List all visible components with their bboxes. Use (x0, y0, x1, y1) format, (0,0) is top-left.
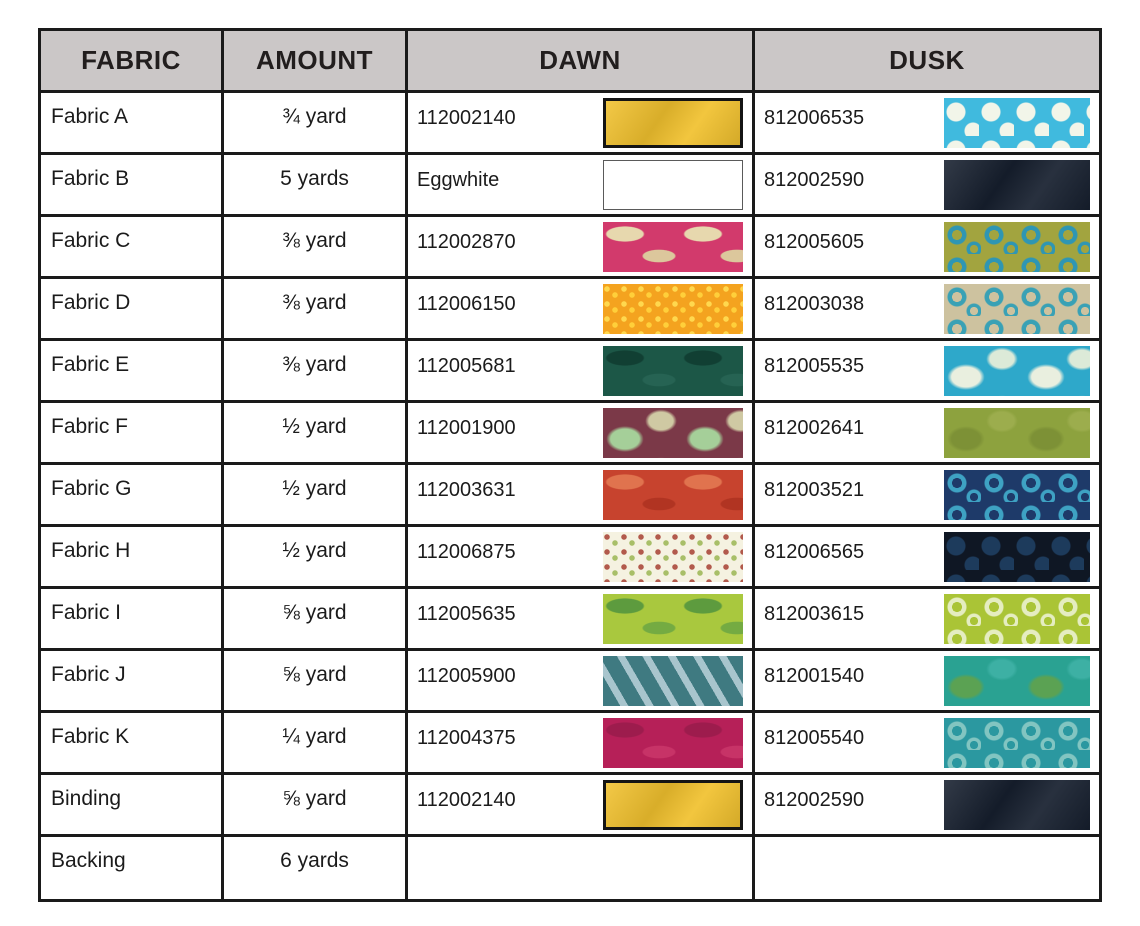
dawn-fabric-swatch (603, 780, 743, 830)
table-row (41, 775, 1099, 837)
dusk-fabric-swatch (944, 160, 1090, 210)
amount-value: 5 yards (224, 155, 408, 214)
amount-value: ⅝ yard (224, 589, 408, 648)
table-row (41, 527, 1099, 589)
dusk-fabric-swatch (944, 532, 1090, 582)
dawn-cell (408, 279, 755, 338)
dusk-cell (755, 651, 1099, 710)
dawn-cell (408, 651, 755, 710)
amount-value: ¾ yard (224, 93, 408, 152)
dawn-sku-label: 112002140 (417, 107, 516, 129)
fabric-name: Binding (41, 775, 224, 834)
fabric-name: Fabric I (41, 589, 224, 648)
dawn-fabric-swatch (603, 718, 743, 768)
dawn-sku-label: 112002870 (417, 231, 516, 253)
dawn-cell (408, 217, 755, 276)
dusk-sku-label: 812001540 (764, 665, 865, 687)
dusk-fabric-swatch (944, 98, 1090, 148)
column-header-dawn: DAWN (408, 31, 755, 90)
fabric-name: Fabric G (41, 465, 224, 524)
dawn-fabric-swatch (603, 656, 743, 706)
table-row (41, 713, 1099, 775)
table-body (41, 93, 1099, 899)
fabric-name: Fabric D (41, 279, 224, 338)
dusk-cell (755, 775, 1099, 834)
dawn-fabric-swatch (603, 346, 743, 396)
dawn-sku-label: 112003631 (417, 479, 516, 501)
dawn-fabric-swatch (603, 532, 743, 582)
dusk-sku-label: 812005535 (764, 355, 865, 377)
fabric-name: Backing (41, 837, 224, 899)
amount-value: ½ yard (224, 527, 408, 586)
dusk-fabric-swatch (944, 470, 1090, 520)
dusk-fabric-swatch (944, 222, 1090, 272)
dusk-sku-label: 812002590 (764, 789, 865, 811)
column-header-amount: AMOUNT (224, 31, 408, 90)
amount-value: ½ yard (224, 403, 408, 462)
dawn-fabric-swatch (603, 222, 743, 272)
column-header-fabric: FABRIC (41, 31, 224, 90)
dawn-cell (408, 155, 755, 214)
dawn-sku-label: 112006875 (417, 541, 516, 563)
dawn-cell (408, 527, 755, 586)
dawn-cell (408, 403, 755, 462)
dawn-cell (408, 341, 755, 400)
fabric-name: Fabric B (41, 155, 224, 214)
dawn-sku-label: 112001900 (417, 417, 516, 439)
dusk-fabric-swatch (944, 408, 1090, 458)
table-row (41, 217, 1099, 279)
dawn-fabric-swatch (603, 98, 743, 148)
dusk-fabric-swatch (944, 656, 1090, 706)
dusk-cell (755, 403, 1099, 462)
dusk-cell (755, 465, 1099, 524)
table-row (41, 837, 1099, 899)
amount-value: ⅜ yard (224, 341, 408, 400)
dusk-cell (755, 155, 1099, 214)
dusk-cell (755, 217, 1099, 276)
amount-value: ⅜ yard (224, 217, 408, 276)
dusk-sku-label: 812006535 (764, 107, 865, 129)
table-row (41, 589, 1099, 651)
fabric-name: Fabric A (41, 93, 224, 152)
dawn-cell (408, 589, 755, 648)
table-row (41, 465, 1099, 527)
dawn-fabric-swatch (603, 160, 743, 210)
dusk-sku-label: 812005540 (764, 727, 865, 749)
dawn-sku-label: 112005681 (417, 355, 516, 377)
table-row (41, 279, 1099, 341)
dawn-fabric-swatch (603, 408, 743, 458)
dusk-cell (755, 837, 1099, 899)
dusk-fabric-swatch (944, 346, 1090, 396)
dusk-sku-label: 812003521 (764, 479, 865, 501)
table-row (41, 403, 1099, 465)
fabric-name: Fabric E (41, 341, 224, 400)
dawn-cell (408, 465, 755, 524)
dusk-cell (755, 279, 1099, 338)
dawn-fabric-swatch (603, 470, 743, 520)
dawn-sku-label: 112005900 (417, 665, 516, 687)
dusk-cell (755, 93, 1099, 152)
amount-value: ⅝ yard (224, 775, 408, 834)
fabric-name: Fabric K (41, 713, 224, 772)
dusk-sku-label: 812002641 (764, 417, 865, 439)
dawn-fabric-swatch (603, 594, 743, 644)
dusk-fabric-swatch (944, 780, 1090, 830)
fabric-name: Fabric C (41, 217, 224, 276)
dawn-cell (408, 775, 755, 834)
dusk-sku-label: 812003615 (764, 603, 865, 625)
dusk-cell (755, 341, 1099, 400)
dusk-fabric-swatch (944, 718, 1090, 768)
amount-value: ¼ yard (224, 713, 408, 772)
table-header-row (41, 31, 1099, 93)
dawn-fabric-swatch (603, 284, 743, 334)
dawn-sku-label: 112006150 (417, 293, 516, 315)
table-row (41, 155, 1099, 217)
dusk-sku-label: 812005605 (764, 231, 865, 253)
dusk-fabric-swatch (944, 594, 1090, 644)
dawn-cell (408, 837, 755, 899)
amount-value: 6 yards (224, 837, 408, 899)
amount-value: ⅝ yard (224, 651, 408, 710)
dusk-sku-label: 812006565 (764, 541, 865, 563)
dusk-cell (755, 713, 1099, 772)
dawn-cell (408, 93, 755, 152)
dusk-sku-label: 812003038 (764, 293, 865, 315)
fabric-name: Fabric H (41, 527, 224, 586)
table-row (41, 651, 1099, 713)
dawn-sku-label: 112005635 (417, 603, 516, 625)
dawn-sku-label: 112004375 (417, 727, 516, 749)
dusk-cell (755, 589, 1099, 648)
dawn-sku-label: Eggwhite (417, 169, 500, 191)
dawn-sku-label: 112002140 (417, 789, 516, 811)
fabric-name: Fabric J (41, 651, 224, 710)
amount-value: ⅜ yard (224, 279, 408, 338)
table-row (41, 341, 1099, 403)
dusk-cell (755, 527, 1099, 586)
dawn-cell (408, 713, 755, 772)
table-row (41, 93, 1099, 155)
dusk-sku-label: 812002590 (764, 169, 865, 191)
amount-value: ½ yard (224, 465, 408, 524)
fabric-name: Fabric F (41, 403, 224, 462)
fabric-requirements-table (38, 28, 1102, 902)
dusk-fabric-swatch (944, 284, 1090, 334)
column-header-dusk: DUSK (755, 31, 1099, 90)
